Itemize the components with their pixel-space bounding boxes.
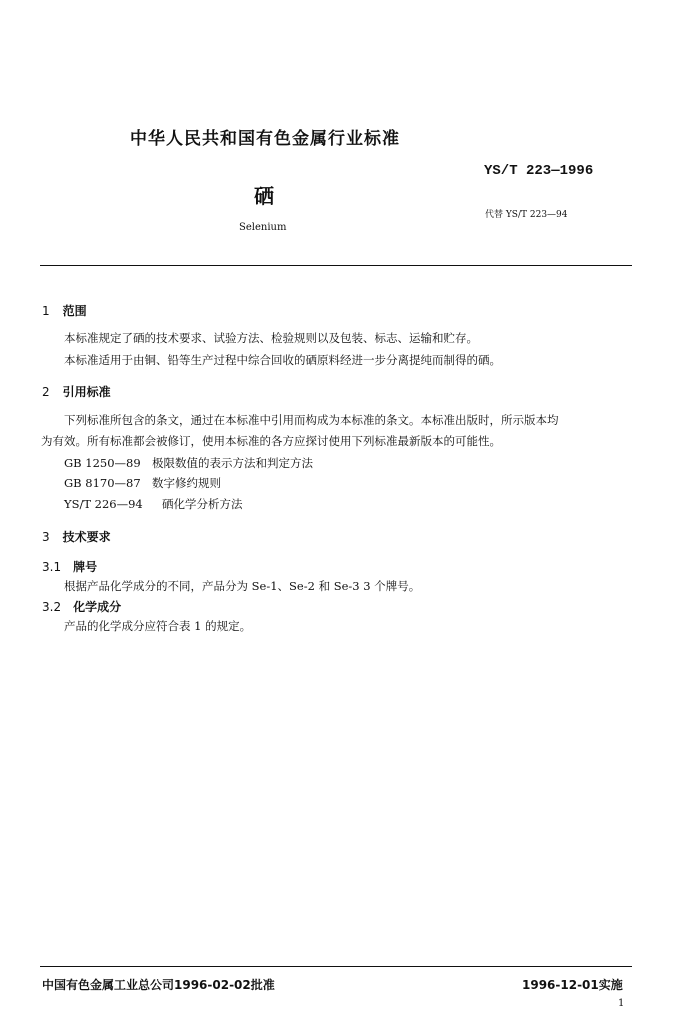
issuer-title: 中华人民共和国有色金属行业标准 [130,129,400,149]
page-number: 1 [618,998,625,1009]
header-rule [40,265,632,266]
section-1-heading [42,302,87,319]
subsection-number: 3.1 [42,560,62,574]
section-number: 2 [42,385,50,399]
reference-title: 数字修约规则 [152,476,221,490]
paragraph: 根据产品化学成分的不同，产品分为 Se-1、Se-2 和 Se-3 3 个牌号。 [64,579,421,593]
subsection-title: 化学成分 [73,600,122,614]
section-3-heading [42,528,111,545]
reference-code: GB 1250—89 [64,456,141,470]
paragraph: 下列标准所包含的条文，通过在本标准中引用而构成为本标准的条文。本标准出版时，所示版本均 [64,413,559,427]
approval-statement: 中国有色金属工业总公司1996-02-02批准 [42,978,275,992]
reference-title: 极限数值的表示方法和判定方法 [152,456,313,470]
replaces-standard: 代替 YS/T 223—94 [485,210,568,220]
section-title: 范围 [62,304,87,318]
section-2-heading [42,383,111,400]
paragraph: 产品的化学成分应符合表 1 的规定。 [64,619,252,633]
reference-title: 硒化学分析方法 [162,497,243,511]
section-title: 引用标准 [62,385,111,399]
reference-item [64,455,313,471]
section-number: 3 [42,530,50,544]
footer-rule [40,966,632,967]
reference-item [64,496,243,512]
title-english: Selenium [239,222,287,233]
effective-date: 1996-12-01实施 [522,978,623,992]
paragraph: 为有效。所有标准都会被修订，使用本标准的各方应探讨使用下列标准最新版本的可能性。 [41,434,501,448]
subsection-3-2-heading [42,598,121,615]
title-chinese: 硒 [254,184,274,208]
section-number: 1 [42,304,50,318]
paragraph: 本标准适用于由铜、铅等生产过程中综合回收的硒原料经进一步分离提纯而制得的硒。 [64,353,501,367]
standard-code: YS/T 223—1996 [484,163,594,179]
reference-code: YS/T 226—94 [64,497,143,511]
subsection-title: 牌号 [73,560,98,574]
subsection-number: 3.2 [42,600,62,614]
reference-code: GB 8170—87 [64,476,141,490]
paragraph: 本标准规定了硒的技术要求、试验方法、检验规则以及包装、标志、运输和贮存。 [64,331,478,345]
section-title: 技术要求 [62,530,111,544]
reference-item [64,475,221,491]
subsection-3-1-heading [42,558,97,575]
